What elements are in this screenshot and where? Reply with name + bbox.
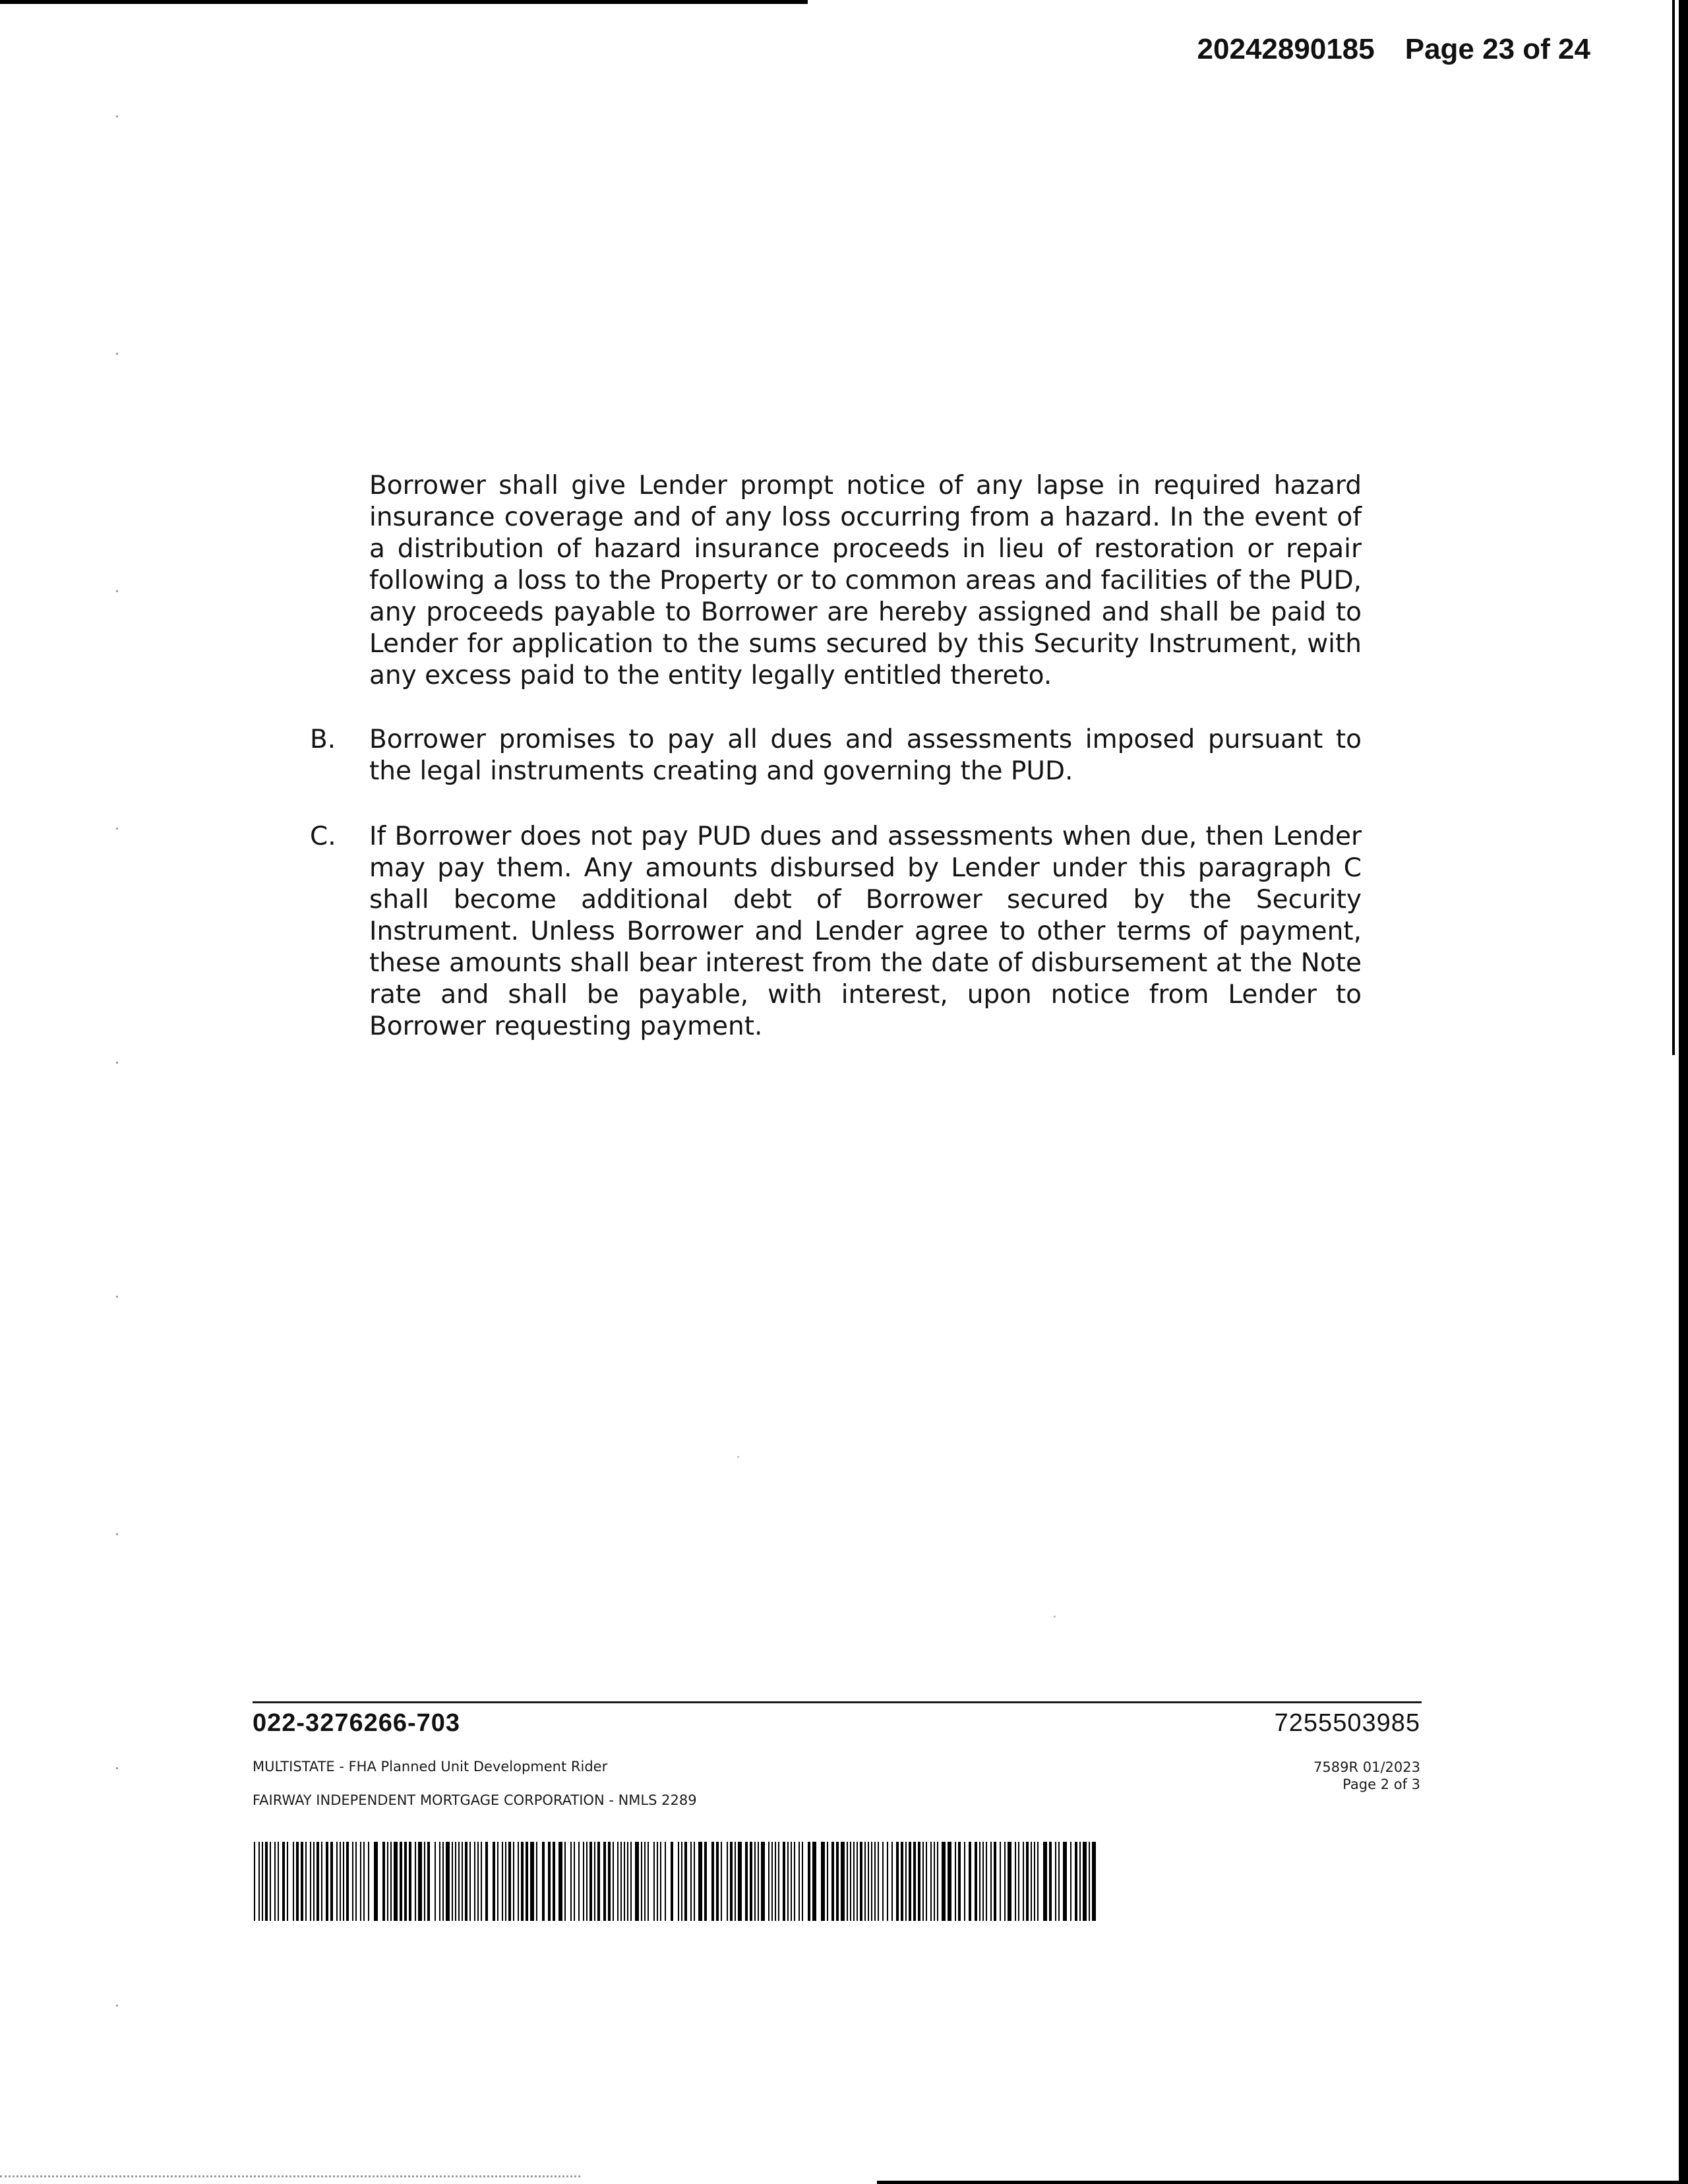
barcode-bar [913,1842,916,1921]
barcode-bar [878,1842,879,1921]
barcode-bar [368,1842,369,1921]
barcode-bar [812,1842,816,1921]
barcode-bar [794,1842,795,1921]
barcode-bar [360,1842,361,1921]
barcode-bar [1000,1842,1001,1921]
barcode-bar [258,1842,260,1921]
barcode-bar [415,1842,416,1921]
barcode-bar [887,1842,888,1921]
form-code: 7589R 01/2023 [1313,1759,1420,1775]
barcode-bar [1083,1842,1087,1921]
barcode-bar [278,1842,279,1921]
barcode-bar [409,1842,411,1921]
barcode-bar [597,1842,600,1921]
barcode-bar [831,1842,834,1921]
barcode-bar [1043,1842,1047,1921]
barcode-bar [955,1842,956,1921]
barcode-bar [994,1842,996,1921]
barcode-bar [635,1842,639,1921]
loan-number: 022-3276266-703 [253,1709,461,1737]
barcode-bar [653,1842,655,1921]
barcode-bar [641,1842,642,1921]
barcode-bar [564,1842,566,1921]
barcode-bar [548,1842,551,1921]
barcode-bar [321,1842,322,1921]
barcode-bar [326,1842,328,1921]
barcode-bar [730,1842,733,1921]
barcode-bar [305,1842,307,1921]
barcode-bar [922,1842,924,1921]
barcode-bar [847,1842,848,1921]
barcode-bar [891,1842,893,1921]
item-text-c: If Borrower does not pay PUD dues and assessments when due, then Lender may pay them. Any amounts disbursed by Lender under this paragraph C shall become additional debt of Borrower secured by the Security Instrument. Unless Borrower and Lender agree to other terms of payment, these amounts shall bear interest from the date of disbursement at the Note rate and shall be payable, with interest, upon notice from Lender to Borrower requesting payment. [369,822,1362,1041]
barcode-bar [536,1842,537,1921]
barcode-bar [827,1842,828,1921]
barcode-bar [802,1842,803,1921]
barcode-bar [458,1842,460,1921]
barcode-bar [778,1842,779,1921]
barcode-bar [316,1842,319,1921]
barcode-bar [624,1842,625,1921]
barcode-bar [850,1842,851,1921]
margin-mark [116,590,118,592]
barcode-bar [287,1842,288,1921]
barcode-bar [493,1842,495,1921]
barcode-bar [727,1842,728,1921]
barcode-bar [671,1842,673,1921]
barcode-bar [871,1842,872,1921]
barcode-bar [1092,1842,1096,1921]
barcode-bar [857,1842,858,1921]
barcode-bar [313,1842,315,1921]
barcode-bar [301,1842,303,1921]
barcode-bar [330,1842,333,1921]
barcode-bar [558,1842,562,1921]
barcode-bar [1004,1842,1006,1921]
barcode-bar [1026,1842,1029,1921]
barcode-bar [497,1842,498,1921]
barcode-bar [964,1842,965,1921]
barcode-bar [901,1842,903,1921]
barcode-bar [400,1842,402,1921]
barcode-bar [530,1842,534,1921]
barcode-bar [418,1842,422,1921]
barcode-bar [382,1842,385,1921]
barcode-bar [716,1842,719,1921]
barcode-bar [853,1842,855,1921]
barcode-bar [735,1842,736,1921]
barcode-bar [868,1842,869,1921]
barcode-bar [343,1842,344,1921]
barcode-bar [481,1842,482,1921]
barcode-bar [986,1842,987,1921]
barcode-bar [982,1842,984,1921]
barcode-bar [1055,1842,1056,1921]
barcode-bar [521,1842,524,1921]
barcode-bar [387,1842,388,1921]
margin-mark [116,1296,118,1298]
barcode-bar [424,1842,425,1921]
barcode-bar [761,1842,765,1921]
barcode-bar [274,1842,276,1921]
barcode-bar [775,1842,776,1921]
barcode-bar [542,1842,545,1921]
barcode-bar [363,1842,365,1921]
barcode-bar [427,1842,430,1921]
barcode-bar [355,1842,357,1921]
form-code-block [1313,1759,1420,1793]
barcode-bar [270,1842,271,1921]
barcode-bar [860,1842,862,1921]
barcode-bar [918,1842,920,1921]
barcode-bar [265,1842,268,1921]
item-letter-b: B. [310,725,336,754]
barcode-bar [754,1842,756,1921]
scan-speck [1054,1616,1056,1618]
barcode-bar [1037,1842,1039,1921]
barcode-bar [750,1842,752,1921]
barcode-bar [574,1842,575,1921]
barcode-bar [648,1842,649,1921]
barcode-bar [508,1842,511,1921]
item-letter-c: C. [310,822,336,851]
scan-edge-top [0,0,808,4]
barcode-bar [969,1842,971,1921]
barcode-bar [439,1842,440,1921]
barcode-bar [526,1842,528,1921]
barcode-bar [942,1842,946,1921]
barcode-bar [678,1842,679,1921]
barcode-bar [513,1842,514,1921]
barcode-bar [660,1842,661,1921]
barcode-bar [990,1842,992,1921]
barcode-bar [627,1842,628,1921]
barcode-bar [502,1842,503,1921]
margin-mark [116,353,118,355]
barcode-bar [352,1842,353,1921]
barcode-bar [958,1842,961,1921]
barcode-bar [620,1842,622,1921]
barcode-bar [1075,1842,1077,1921]
hazard-notice-paragraph: Borrower shall give Lender prompt notice of any lapse in required hazard insurance coverage and of any loss occurring from a hazard. In the event of a distribution of hazard insurance proceeds in lieu of restoration or repair following a loss to the Property or to common areas and facilities of the PUD, any proceeds payable to Borrower are hereby assigned and shall be paid to Lender for application to the sums secured by this Security Instrument, with any excess paid to the entity legally entitled thereto. [369,471,1362,690]
barcode-bar [296,1842,299,1921]
barcode-bar [1070,1842,1071,1921]
barcode-bar [930,1842,932,1921]
barcode-bar [586,1842,588,1921]
document-number: 20242890185 [1197,33,1375,65]
barcode-bar [711,1842,714,1921]
margin-mark [116,828,118,830]
margin-mark [116,2005,118,2007]
barcode-bar [926,1842,927,1921]
scan-noise-bottom [0,2175,580,2177]
barcode-bar [613,1842,614,1921]
scan-edge-right-inner [1672,0,1675,1055]
barcode-bar [442,1842,444,1921]
barcode-bar [583,1842,584,1921]
barcode-bar [336,1842,338,1921]
scan-speck [737,1456,739,1458]
barcode-bar [452,1842,453,1921]
barcode-bar [758,1842,759,1921]
barcode-bar [1079,1842,1081,1921]
barcode-bar [254,1842,255,1921]
barcode-bar [477,1842,479,1921]
barcode-bar [768,1842,769,1921]
margin-mark [116,1533,118,1535]
barcode-bar [896,1842,899,1921]
barcode-bar [934,1842,935,1921]
barcode-bar [841,1842,845,1921]
barcode-bar [404,1842,407,1921]
barcode-bar [821,1842,825,1921]
lender-name: FAIRWAY INDEPENDENT MORTGAGE CORPORATION - NMLS 2289 [253,1792,697,1808]
footer-divider [253,1701,1422,1703]
barcode-bar [684,1842,687,1921]
barcode-bar [721,1842,722,1921]
barcode-bar [505,1842,506,1921]
barcode-bar [738,1842,742,1921]
barcode-bar [783,1842,785,1921]
barcode-bar [262,1842,263,1921]
barcode-bar [1058,1842,1060,1921]
barcode-bar [469,1842,471,1921]
barcode-bar [681,1842,682,1921]
barcode-bar [905,1842,907,1921]
barcode-bar [948,1842,951,1921]
barcode-bar [578,1842,580,1921]
scan-edge-right [1679,0,1688,2184]
barcode-bar [1015,1842,1016,1921]
barcode-bar [657,1842,658,1921]
barcode-bar [589,1842,592,1921]
barcode-bar [310,1842,311,1921]
barcode-bar [435,1842,436,1921]
barcode-bar [665,1842,666,1921]
document-header [1197,33,1590,66]
barcode-bar [690,1842,692,1921]
margin-mark [116,1062,118,1064]
barcode-bar [617,1842,618,1921]
barcode-bar [698,1842,702,1921]
item-text-b: Borrower promises to pay all dues and assessments imposed pursuant to the legal instruments creating and governing the PUD. [369,725,1362,786]
barcode-bar [799,1842,800,1921]
barcode-bar [374,1842,378,1921]
barcode-bar [808,1842,810,1921]
barcode-bar [874,1842,876,1921]
margin-mark [116,115,118,117]
barcode-bar [1023,1842,1024,1921]
barcode-bar [553,1842,555,1921]
barcode-bar [791,1842,792,1921]
barcode-bar [909,1842,911,1921]
barcode-bar [975,1842,977,1921]
barcode-bar [882,1842,884,1921]
barcode-bar [282,1842,285,1921]
form-title: MULTISTATE - FHA Planned Unit Development Rider [253,1759,608,1774]
reference-number: 7255503985 [1274,1709,1420,1737]
barcode-bar [1089,1842,1090,1921]
barcode-bar [608,1842,611,1921]
barcode-bar [455,1842,456,1921]
barcode-bar [937,1842,938,1921]
barcode-bar [787,1842,789,1921]
barcode-bar [518,1842,519,1921]
barcode-bar [390,1842,392,1921]
barcode-bar [630,1842,632,1921]
scan-edge-bottom [877,2181,1688,2184]
barcode-bar [603,1842,606,1921]
barcode-bar [462,1842,463,1921]
barcode-bar [1008,1842,1011,1921]
barcode-bar [465,1842,467,1921]
barcode-bar [346,1842,349,1921]
barcode-bar [570,1842,572,1921]
barcode-bar [704,1842,707,1921]
barcode [254,1842,1098,1921]
barcode-bar [1031,1842,1032,1921]
barcode-bar [1063,1842,1067,1921]
barcode-bar [293,1842,294,1921]
barcode-bar [394,1842,398,1921]
margin-mark [116,1767,118,1769]
barcode-bar [836,1842,839,1921]
barcode-bar [864,1842,866,1921]
barcode-bar [1049,1842,1052,1921]
barcode-bar [485,1842,488,1921]
barcode-bar [745,1842,748,1921]
barcode-bar [474,1842,475,1921]
barcode-bar [979,1842,980,1921]
form-page-number: Page 2 of 3 [1342,1776,1420,1792]
barcode-bar [1034,1842,1035,1921]
barcode-bar [594,1842,595,1921]
barcode-bar [446,1842,450,1921]
barcode-bar [694,1842,695,1921]
barcode-bar [771,1842,773,1921]
page-indicator: Page 23 of 24 [1404,33,1590,65]
barcode-bar [644,1842,646,1921]
barcode-bar [340,1842,341,1921]
barcode-bar [1018,1842,1019,1921]
